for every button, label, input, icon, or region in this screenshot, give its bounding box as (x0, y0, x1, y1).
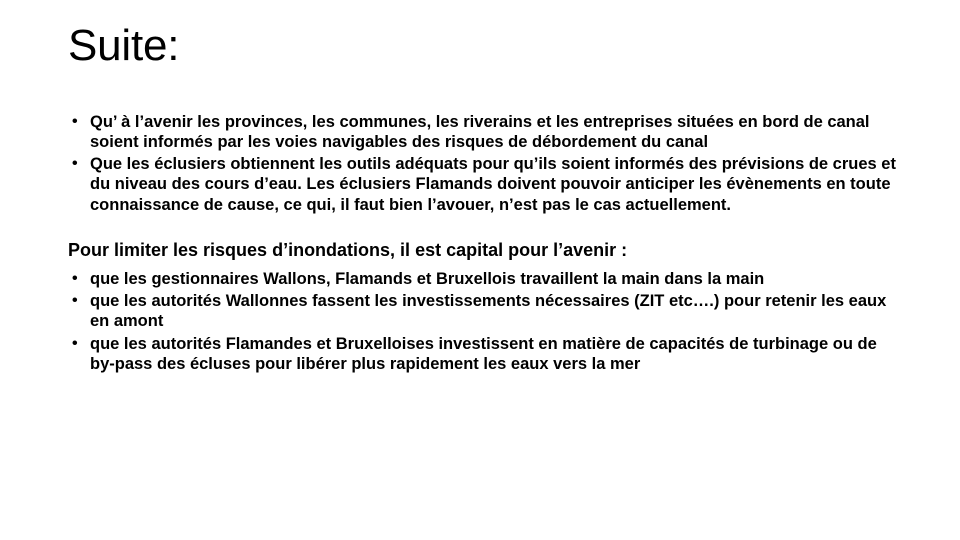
list-item: • que les autorités Flamandes et Bruxelloises investissent en matière de capacités de turbinage ou de by-pass des écluses pour libérer plus rapidement les eaux vers la mer (68, 334, 898, 374)
bullet-list-first-group (68, 112, 898, 215)
section-spacer (68, 217, 898, 239)
list-item: • Qu’ à l’avenir les provinces, les communes, les riverains et les entreprises situées en bord de canal soient informés par les voies navigables des risques de débordement du canal (68, 112, 898, 152)
bullet-list-second-group (68, 269, 898, 374)
slide-body (68, 112, 898, 376)
list-item: • que les autorités Wallonnes fassent les investissements nécessaires (ZIT etc….) pour retenir les eaux en amont (68, 291, 898, 331)
section-heading: Pour limiter les risques d’inondations, il est capital pour l’avenir : (68, 239, 628, 260)
list-item: • Que les éclusiers obtiennent les outils adéquats pour qu’ils soient informés des prévisions de crues et du niveau des cours d’eau. Les éclusiers Flamands doivent pouvoir anticiper les évènements en toute connaissance de cause, ce qui, il faut bien l’avouer, n’est pas le cas actuellement. (68, 154, 898, 214)
page-title: Suite: (68, 21, 180, 70)
list-item: • que les gestionnaires Wallons, Flamands et Bruxellois travaillent la main dans la main (68, 269, 898, 289)
